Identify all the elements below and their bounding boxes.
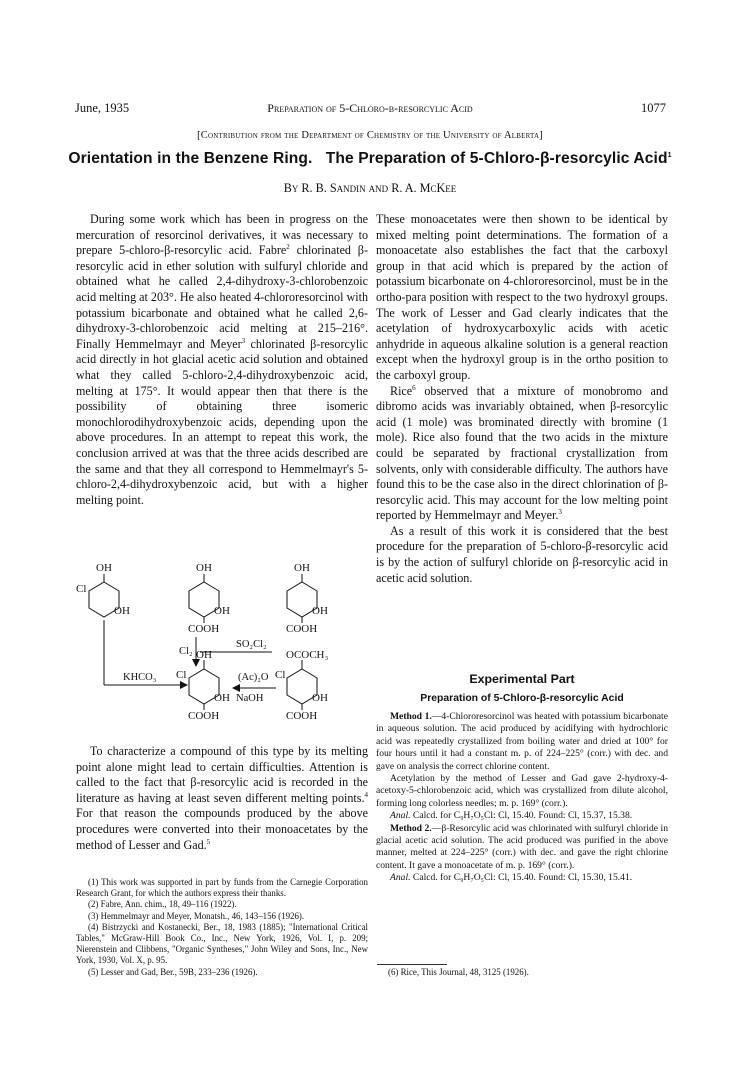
ref-marker-3b: 3: [558, 508, 562, 517]
footnote-4: (4) Bistrzycki and Kostanecki, Ber., 18, 1983 (1885); "International Critical Tables," McGraw-Hill Book Co., Inc., New York, 1926, Vol. I, p. 209; Nierenstein and Clibbens, "Organic Syntheses," John Wiley and Sons, Inc., New York, 1930, Vol. X, p. 95.: [76, 921, 368, 966]
intro-text-a: During some work which has been in progress on the mercuration of resorcinol derivatives, it was necessary to prepare 5-chloro-β-resorcylic acid. Fabre: [76, 212, 368, 258]
authors-line: By R. B. Sandin and R. A. McKee: [283, 181, 457, 195]
ring3-cooh: COOH: [286, 623, 318, 635]
analysis-2: [376, 872, 668, 884]
reagent-khco3: KHCO₃: [123, 672, 157, 683]
title-text: Orientation in the Benzene Ring. The Preparation of 5-Chloro-β-resorcylic Acid: [68, 150, 668, 167]
header-running-title: Preparation of 5-Chloro-β-resorcylic Acid: [267, 101, 473, 115]
footnotes-left: [76, 877, 368, 978]
footnote-6-text: (6) Rice, This Journal, 48, 3125 (1926).: [388, 967, 529, 977]
method-1: [376, 711, 668, 773]
ref-marker-6: 6: [412, 383, 416, 392]
contribution-line: [Contribution from the Department of Chemistry of the University of Alberta]: [197, 130, 543, 141]
footnote-3: (3) Hemmelmayr and Meyer, Monatsh., 46, 143–156 (1926).: [88, 910, 305, 921]
intro-text-c: chlorinated β-resorcylic acid directly in hot glacial acetic acid solution and obtained what they called 5-chloro-2,4-dihydroxybenzoic acid, melting at 175°. It would appear then that there is the possibility of obtaining three isomeric monochlorodihydroxybenzoic acids, depending upon the above procedures. In an attempt to repeat this work, the conclusion arrived at was that the three acids described are the same and that they all correspond to Hemmelmayr's 5-chloro-2,4-dihydroxybenzoic acid, but with a higher melting point.: [76, 336, 368, 507]
paragraph-conclusion: As a result of this work it is considered that the best procedure for the preparation of 5-chloro-β-resorcylic acid is by the action of sulfuryl chloride on β-resorcylic acid in acetic acid solution.: [376, 523, 668, 585]
ring5-oh: OH: [312, 692, 328, 704]
ref-marker-5: 5: [206, 837, 211, 846]
method-1-label: Method 1.: [390, 711, 432, 722]
reagent-naoh: NaOH: [236, 693, 264, 704]
acetylation-paragraph: Acetylation by the method of Lesser and Gad gave 2-hydroxy-4-acetoxy-5-chlorobenzoic acid, which was crystallized from dilute alcohol, forming long colorless needles; m. p. 169° (corr.).: [376, 773, 668, 809]
paragraph-intro: [76, 212, 368, 508]
method-2-label: Method 2.: [390, 822, 432, 834]
reagent-ac2o: (Ac)₂O: [238, 672, 269, 683]
footnote-1: (1) This work was supported in part by funds from the Carnegie Corporation Research Grant, for which the authors express their thanks.: [76, 877, 368, 899]
ring3-oh: OH: [294, 562, 310, 574]
ref-marker-4: 4: [364, 790, 368, 799]
experimental-body: [376, 711, 668, 885]
ring2-oh-2: OH: [214, 605, 230, 617]
reagent-so2cl2: SO₂Cl₂: [236, 639, 267, 650]
ring4-oh-2: OH: [214, 692, 230, 704]
article-title: [0, 150, 740, 168]
title-footnote-marker: 1: [667, 151, 672, 159]
ring1-oh: OH: [96, 562, 112, 574]
characterize-text-b: For that reason the compounds produced by the above procedures were converted into their monoacetates by the method of Lesser and Gad.: [76, 806, 368, 852]
ring5-cl: Cl: [275, 669, 286, 681]
ring5-ococh3: OCOCH₃: [286, 649, 329, 661]
paragraph-monoacetates: These monoacetates were then shown to be identical by mixed melting point determinations. The formation of a monoacetate also establishes the fact that the carboxyl group in that acid which is prepared by the action of potassium bicarbonate on 4-chlororesorcinol, must be in the ortho-para position with respect to the two hydroxyl groups. The work of Lesser and Gad clearly indicates that the acetylation of hydroxycarboxylic acids with acetic anhydride in aqueous alkaline solution is a general reaction except when the hydroxyl group is in the ortho position to the carboxyl group.: [376, 212, 668, 382]
preparation-heading: Preparation of 5-Chloro-β-resorcylic Acid: [420, 693, 624, 704]
reagent-cl2: Cl₂: [179, 646, 193, 657]
left-column-top: [76, 212, 368, 508]
analysis-1: [376, 810, 668, 822]
right-column-top: [376, 212, 668, 586]
reaction-scheme: [76, 560, 376, 742]
ref-marker-2: 2: [286, 243, 290, 252]
footnote-6: [376, 967, 668, 978]
experimental-heading: Experimental Part: [469, 672, 575, 686]
ring1-oh-2: OH: [114, 605, 130, 617]
header-page-number: 1077: [641, 101, 666, 115]
analysis-1-label: Anal.: [390, 810, 411, 822]
analysis-2-text: Calcd. for C₉H₇O₅Cl: Cl, 15.40. Found: Cl, 15.30, 15.41.: [410, 872, 633, 884]
rice-text-a: Rice: [390, 383, 413, 398]
paragraph-characterize: [76, 744, 368, 853]
footnote-rule-right: [377, 964, 447, 965]
ring1-cl: Cl: [76, 583, 87, 595]
header-date: June, 1935: [75, 101, 130, 115]
method-2-text: —β-Resorcylic acid was chlorinated with sulfuryl chloride in glacial acetic acid solution. The acid produced was purified in the above manner, melted at 224–225° (corr.) with dec. and gave the right chlorine content. It gave a monoacetate of m. p. 169° (corr.).: [376, 822, 668, 871]
ring4-cooh: COOH: [188, 710, 220, 722]
method-1-text: —4-Chlororesorcinol was heated with potassium bicarbonate in aqueous solution. The acid produced by acidifying with hydrochloric acid was repeatedly crystallized from boiling water and dried at 100° for four hours until it had a constant m. p. of 224–225° (corr.) with dec. and gave on analysis the correct chlorine content.: [376, 711, 668, 772]
ring4-cl: Cl: [176, 669, 187, 681]
intro-text-b: chlorinated β-resorcylic acid in ether solution with sulfuryl chloride and obtained what he called 2,4-dihydroxy-3-chlorobenzoic acid melting at 203°. He also heated 4-chlororesorcinol with potassium bicarbonate and obtained what he called 2,6-dihydroxy-3-chlorobenzoic acid melting at 215–216°. Finally Hemmelmayr and Meyer: [76, 243, 368, 351]
ring5-cooh: COOH: [286, 710, 318, 722]
rice-text-b: observed that a mixture of monobromo and dibromo acids was invariably obtained, when β-resorcylic acid (1 mole) was brominated directly with bromine (1 mole). Rice also found that the two acids in the mixture could be separated by fractional crystallization from solvents, only with considerable difficulty. The authors have found this to be the case also in the direct chlorination of β-resorcylic acid. This may account for the low melting point reported by Hemmelmayr and Meyer.: [376, 383, 668, 523]
footnote-5: (5) Lesser and Gad, Ber., 59B, 233–236 (1926).: [88, 966, 258, 977]
characterize-text-a: To characterize a compound of this type by its melting point alone might lead to certain difficulties. Attention is called to the fact that β-resorcylic acid is recorded in the literature as having at least seven different melting points.: [76, 744, 368, 805]
footnote-2: (2) Fabre, Ann. chim., 18, 49–116 (1922).: [88, 899, 237, 910]
left-column-bottom: [76, 744, 368, 853]
paragraph-rice: [376, 384, 668, 524]
ring3-oh-2: OH: [312, 605, 328, 617]
analysis-2-label: Anal.: [390, 872, 411, 884]
ring2-cooh: COOH: [188, 623, 220, 635]
ring2-oh: OH: [196, 562, 212, 574]
analysis-1-text: Calcd. for C₉H₇O₅Cl: Cl, 15.40. Found: Cl, 15.37, 15.38.: [410, 810, 633, 822]
method-2: [376, 823, 668, 873]
ref-marker-3: 3: [241, 336, 246, 345]
ring4-oh: OH: [196, 649, 212, 661]
